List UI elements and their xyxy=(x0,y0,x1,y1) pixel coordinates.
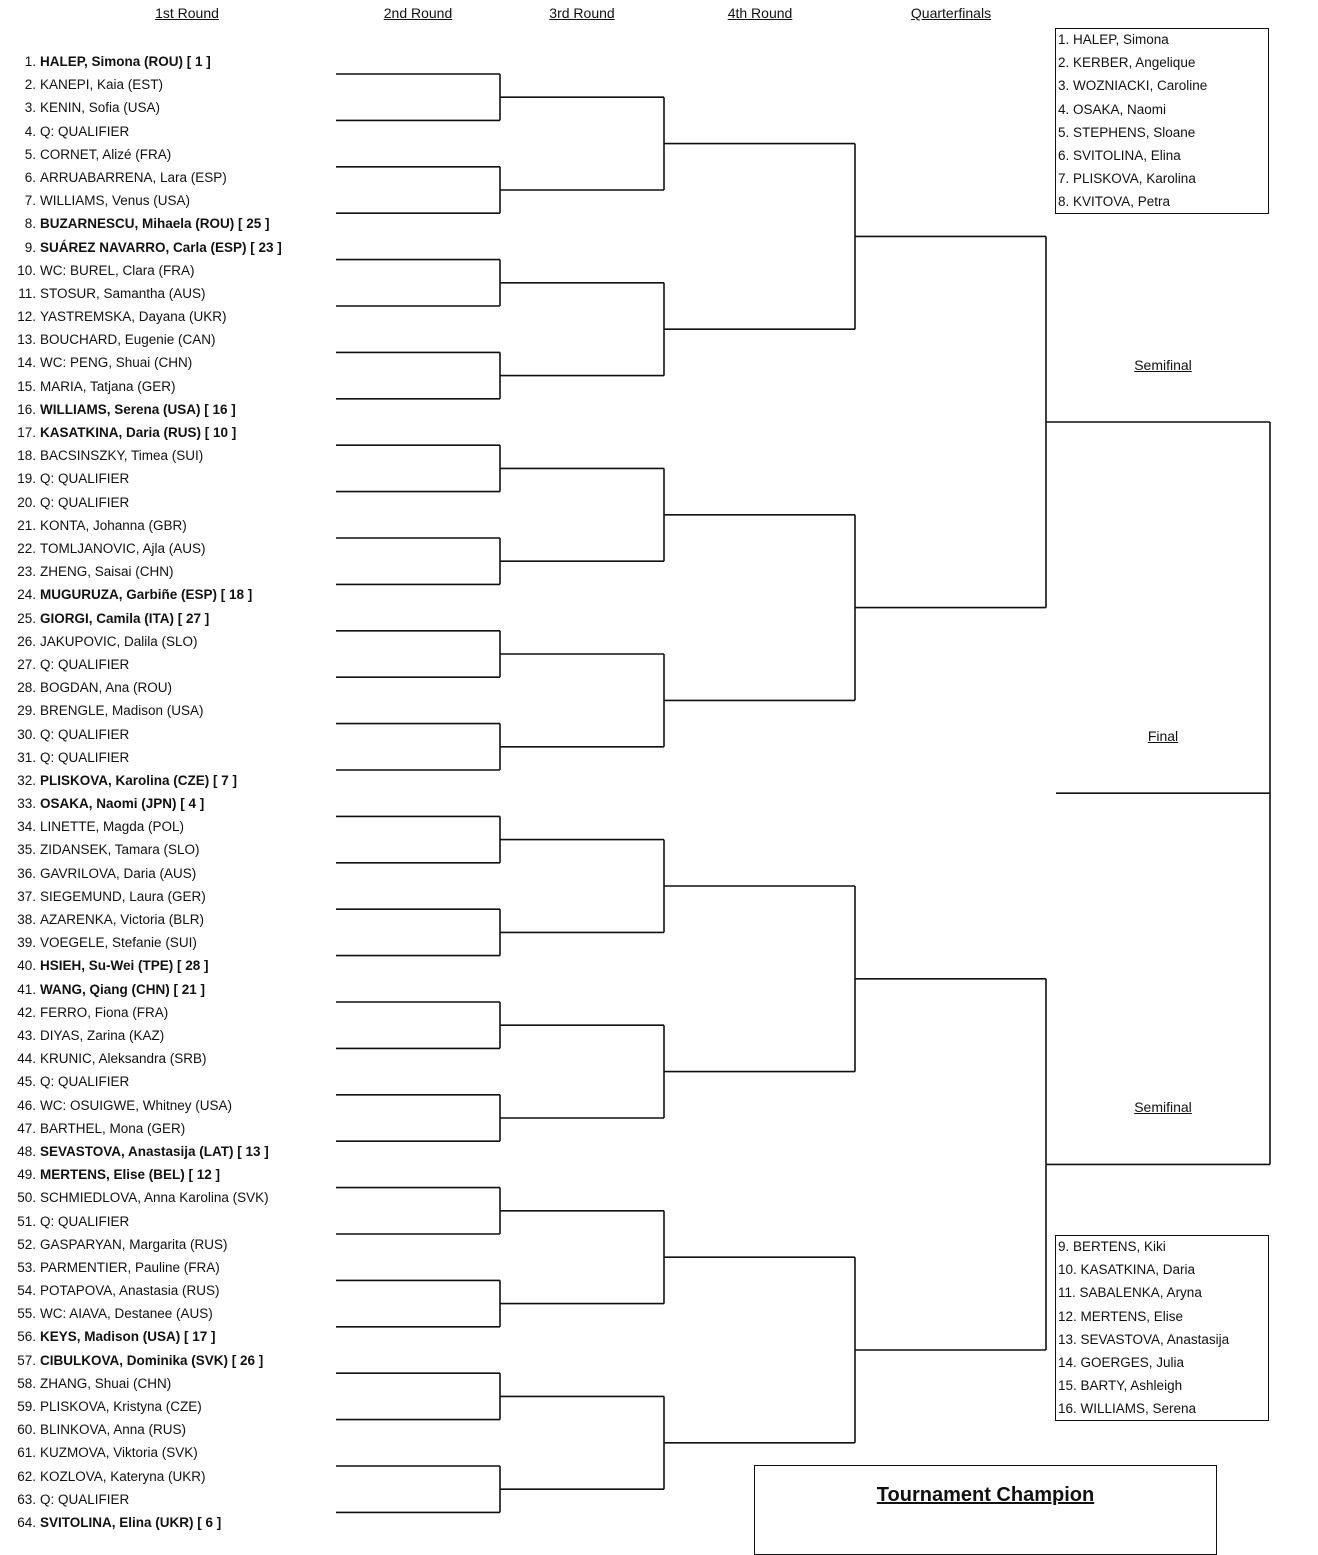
player-name: BACSINSZKY, Timea (SUI) xyxy=(40,448,204,464)
player-name: KANEPI, Kaia (EST) xyxy=(40,77,164,93)
player-name: PLISKOVA, Karolina (CZE) [ 7 ] xyxy=(40,772,238,788)
player-number: 25. xyxy=(17,610,36,626)
player-number: 7. xyxy=(24,193,36,209)
player-name: Q: QUALIFIER xyxy=(40,471,130,487)
player-number: 16. xyxy=(17,401,36,417)
seed-entry: 7. PLISKOVA, Karolina xyxy=(1058,171,1196,187)
player-name: Q: QUALIFIER xyxy=(40,1074,130,1090)
player-name: KONTA, Johanna (GBR) xyxy=(40,517,187,533)
player-name: KEYS, Madison (USA) [ 17 ] xyxy=(40,1329,216,1345)
seed-entry: 15. BARTY, Ashleigh xyxy=(1058,1378,1183,1394)
header-2nd-round: 2nd Round xyxy=(383,5,453,21)
player-number: 55. xyxy=(17,1306,36,1322)
seed-entry: 4. OSAKA, Naomi xyxy=(1058,101,1167,117)
player-number: 22. xyxy=(17,540,36,556)
header-1st-round: 1st Round xyxy=(155,5,219,21)
seed-entry: 10. KASATKINA, Daria xyxy=(1058,1262,1196,1278)
player-number: 46. xyxy=(17,1097,36,1113)
player-number: 34. xyxy=(17,819,36,835)
player-number: 30. xyxy=(17,726,36,742)
player-number: 13. xyxy=(17,332,36,348)
player-name: BLINKOVA, Anna (RUS) xyxy=(40,1422,187,1438)
player-name: BARTHEL, Mona (GER) xyxy=(40,1120,186,1136)
seed-entry: 3. WOZNIACKI, Caroline xyxy=(1058,78,1208,94)
player-number: 2. xyxy=(24,77,36,93)
player-number: 45. xyxy=(17,1074,36,1090)
player-number: 62. xyxy=(17,1468,36,1484)
player-number: 54. xyxy=(17,1283,36,1299)
player-name: WC: OSUIGWE, Whitney (USA) xyxy=(40,1097,233,1113)
player-name: SEVASTOVA, Anastasija (LAT) [ 13 ] xyxy=(40,1143,269,1159)
player-name: ZIDANSEK, Tamara (SLO) xyxy=(40,842,200,858)
seed-entry: 16. WILLIAMS, Serena xyxy=(1058,1401,1197,1417)
semifinal-bottom-label: Semifinal xyxy=(1134,1099,1192,1115)
player-name: BUZARNESCU, Mihaela (ROU) [ 25 ] xyxy=(40,216,270,232)
player-name: AZARENKA, Victoria (BLR) xyxy=(40,912,205,928)
player-number: 28. xyxy=(17,680,36,696)
seed-list-bottom xyxy=(1055,1235,1269,1421)
player-number: 41. xyxy=(17,981,36,997)
player-name: JAKUPOVIC, Dalila (SLO) xyxy=(40,633,198,649)
player-number: 39. xyxy=(17,935,36,951)
player-name: MERTENS, Elise (BEL) [ 12 ] xyxy=(40,1167,221,1183)
player-name: VOEGELE, Stefanie (SUI) xyxy=(40,935,197,951)
player-number: 18. xyxy=(17,448,36,464)
tournament-champion-title: Tournament Champion xyxy=(876,1484,1095,1506)
player-number: 32. xyxy=(17,772,36,788)
player-number: 19. xyxy=(17,471,36,487)
header-quarterfinals: Quarterfinals xyxy=(910,5,992,21)
player-number: 31. xyxy=(17,749,36,765)
player-name: KUZMOVA, Viktoria (SVK) xyxy=(40,1445,198,1461)
player-number: 59. xyxy=(17,1399,36,1415)
player-number: 1. xyxy=(24,54,36,69)
player-name: ZHANG, Shuai (CHN) xyxy=(40,1375,172,1391)
seed-entry: 11. SABALENKA, Aryna xyxy=(1058,1285,1202,1301)
player-number: 36. xyxy=(17,865,36,881)
player-number: 50. xyxy=(17,1190,36,1206)
player-name: WC: AIAVA, Destanee (AUS) xyxy=(40,1306,213,1322)
player-name: ZHENG, Saisai (CHN) xyxy=(40,564,174,580)
player-name: FERRO, Fiona (FRA) xyxy=(40,1004,169,1020)
tournament-champion-box xyxy=(754,1465,1217,1555)
player-number: 15. xyxy=(17,378,36,394)
player-number: 63. xyxy=(17,1491,36,1507)
player-number: 42. xyxy=(17,1004,36,1020)
player-number: 47. xyxy=(17,1120,36,1136)
seed-entry: 13. SEVASTOVA, Anastasija xyxy=(1058,1331,1230,1347)
player-number: 64. xyxy=(17,1514,36,1530)
player-name: BOUCHARD, Eugenie (CAN) xyxy=(40,332,216,348)
player-name: Q: QUALIFIER xyxy=(40,656,130,672)
player-name: Q: QUALIFIER xyxy=(40,494,130,510)
player-name: HALEP, Simona (ROU) [ 1 ] xyxy=(40,54,211,69)
player-number: 35. xyxy=(17,842,36,858)
player-name: PLISKOVA, Kristyna (CZE) xyxy=(40,1399,202,1415)
player-number: 38. xyxy=(17,912,36,928)
seed-entry: 9. BERTENS, Kiki xyxy=(1058,1239,1166,1254)
player-number: 53. xyxy=(17,1259,36,1275)
player-name: OSAKA, Naomi (JPN) [ 4 ] xyxy=(40,796,205,812)
player-name: STOSUR, Samantha (AUS) xyxy=(40,285,206,301)
player-number: 3. xyxy=(24,100,36,116)
player-number: 5. xyxy=(24,146,36,162)
seed-entry: 2. KERBER, Angelique xyxy=(1058,55,1196,71)
player-number: 27. xyxy=(17,656,36,672)
player-name: ARRUABARRENA, Lara (ESP) xyxy=(40,169,227,185)
player-name: KOZLOVA, Kateryna (UKR) xyxy=(40,1468,206,1484)
player-name: GAVRILOVA, Daria (AUS) xyxy=(40,865,197,881)
player-name: HSIEH, Su-Wei (TPE) [ 28 ] xyxy=(40,958,209,974)
seed-entry: 1. HALEP, Simona xyxy=(1058,32,1169,47)
player-name: YASTREMSKA, Dayana (UKR) xyxy=(40,309,227,325)
player-number: 11. xyxy=(18,285,36,301)
player-name: WILLIAMS, Serena (USA) [ 16 ] xyxy=(40,401,236,417)
player-name: SCHMIEDLOVA, Anna Karolina (SVK) xyxy=(40,1190,269,1206)
player-name: MARIA, Tatjana (GER) xyxy=(40,378,176,394)
player-number: 57. xyxy=(17,1352,36,1368)
player-number: 4. xyxy=(24,123,36,139)
player-number: 48. xyxy=(17,1143,36,1159)
player-number: 24. xyxy=(17,587,36,603)
player-number: 26. xyxy=(17,633,36,649)
player-number: 17. xyxy=(17,425,36,441)
header-4th-round: 4th Round xyxy=(727,5,793,21)
player-number: 52. xyxy=(17,1236,36,1252)
player-name: KENIN, Sofia (USA) xyxy=(40,100,161,116)
player-number: 37. xyxy=(17,888,36,904)
player-number: 56. xyxy=(17,1329,36,1345)
player-name: PARMENTIER, Pauline (FRA) xyxy=(40,1259,220,1275)
player-name: BOGDAN, Ana (ROU) xyxy=(40,680,173,696)
player-name: TOMLJANOVIC, Ajla (AUS) xyxy=(40,540,206,556)
player-number: 61. xyxy=(17,1445,36,1461)
player-name: MUGURUZA, Garbiñe (ESP) [ 18 ] xyxy=(40,587,253,603)
player-number: 14. xyxy=(17,355,36,371)
player-number: 20. xyxy=(17,494,36,510)
player-name: WILLIAMS, Venus (USA) xyxy=(40,193,191,209)
player-name: Q: QUALIFIER xyxy=(40,123,130,139)
player-name: LINETTE, Magda (POL) xyxy=(40,819,185,835)
player-number: 9. xyxy=(24,239,36,255)
player-number: 23. xyxy=(17,564,36,580)
player-name: Q: QUALIFIER xyxy=(40,1213,130,1229)
player-number: 8. xyxy=(24,216,36,232)
seed-list-top xyxy=(1055,28,1269,214)
player-name: CORNET, Alizé (FRA) xyxy=(40,146,172,162)
player-name: BRENGLE, Madison (USA) xyxy=(40,703,204,719)
player-name: Q: QUALIFIER xyxy=(40,749,130,765)
player-name: DIYAS, Zarina (KAZ) xyxy=(40,1027,165,1043)
player-name: KRUNIC, Aleksandra (SRB) xyxy=(40,1051,207,1067)
player-name: SIEGEMUND, Laura (GER) xyxy=(40,888,206,904)
player-number: 51. xyxy=(17,1213,36,1229)
player-number: 12. xyxy=(17,309,36,325)
header-3rd-round: 3rd Round xyxy=(549,5,615,21)
player-name: WC: BUREL, Clara (FRA) xyxy=(40,262,195,278)
player-name: SUÁREZ NAVARRO, Carla (ESP) [ 23 ] xyxy=(40,239,282,255)
semifinal-top-label: Semifinal xyxy=(1134,357,1192,373)
seed-entry: 6. SVITOLINA, Elina xyxy=(1058,148,1181,163)
player-name: GASPARYAN, Margarita (RUS) xyxy=(40,1236,228,1252)
player-name: GIORGI, Camila (ITA) [ 27 ] xyxy=(40,610,210,626)
player-number: 60. xyxy=(17,1422,36,1438)
player-name: SVITOLINA, Elina (UKR) [ 6 ] xyxy=(40,1514,222,1530)
seed-entry: 14. GOERGES, Julia xyxy=(1058,1355,1185,1370)
seed-entry: 12. MERTENS, Elise xyxy=(1058,1308,1184,1324)
player-number: 40. xyxy=(17,958,36,974)
player-name: CIBULKOVA, Dominika (SVK) [ 26 ] xyxy=(40,1352,264,1368)
player-number: 44. xyxy=(17,1051,36,1067)
player-name: KASATKINA, Daria (RUS) [ 10 ] xyxy=(40,425,237,441)
player-name: POTAPOVA, Anastasia (RUS) xyxy=(40,1283,220,1299)
player-name: WC: PENG, Shuai (CHN) xyxy=(40,355,193,371)
final-label: Final xyxy=(1147,728,1179,744)
player-name: Q: QUALIFIER xyxy=(40,1491,130,1507)
player-number: 6. xyxy=(24,169,36,185)
player-name: WANG, Qiang (CHN) [ 21 ] xyxy=(40,981,205,997)
player-number: 10. xyxy=(17,262,36,278)
player-number: 21. xyxy=(17,517,36,533)
seed-entry: 5. STEPHENS, Sloane xyxy=(1058,124,1196,140)
player-number: 58. xyxy=(17,1375,36,1391)
player-number: 33. xyxy=(17,796,36,812)
player-number: 43. xyxy=(17,1027,36,1043)
player-number: 49. xyxy=(17,1167,36,1183)
seed-entry: 8. KVITOVA, Petra xyxy=(1058,194,1171,210)
player-name: Q: QUALIFIER xyxy=(40,726,130,742)
player-number: 29. xyxy=(17,703,36,719)
